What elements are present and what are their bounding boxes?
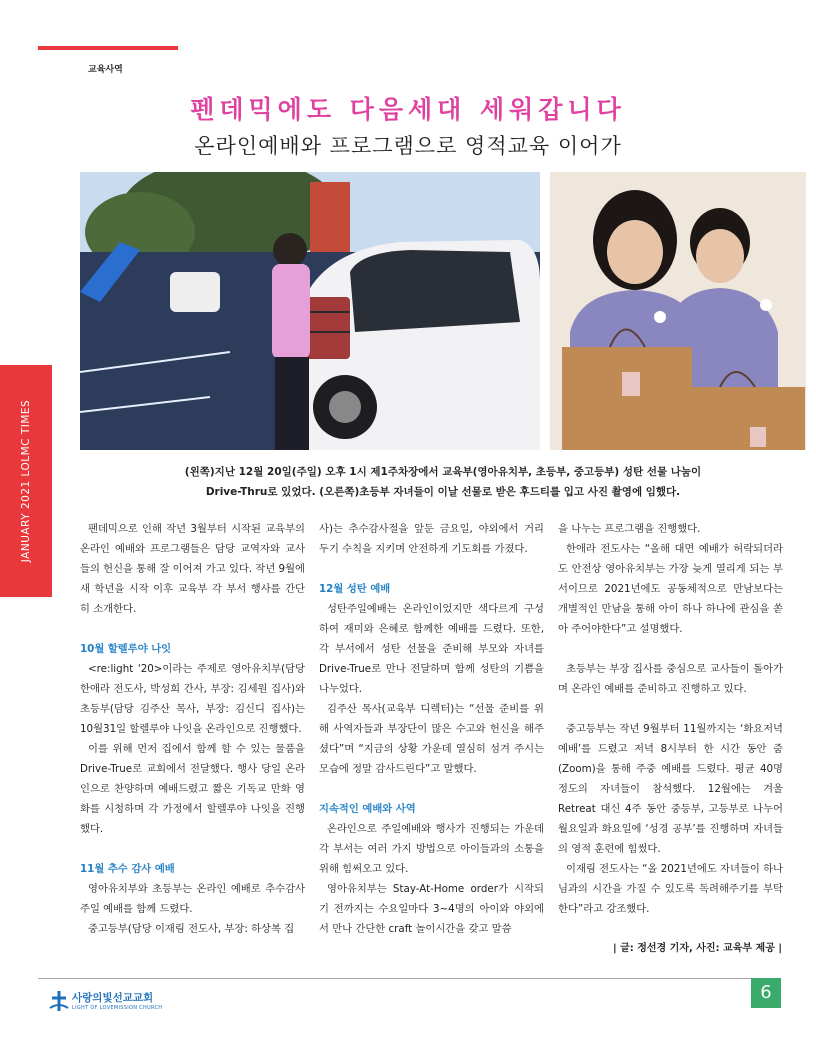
subheading-thanksgiving: 11월 추수 감사 예배 [80,863,175,875]
paragraph: 사)는 추수감사절을 앞둔 금요일, 야외에서 거리 두기 수칙을 지키며 안전하게 기도회를 가졌다. [319,523,544,555]
paragraph: 중고등부(담당 이재림 전도사, 부장: 하상복 집 [88,923,295,935]
photo-children-hoodies [550,172,806,450]
paragraph: 을 나누는 프로그램을 진행했다. [558,523,701,535]
paragraph: 성탄주일예배는 온라인이었지만 색다르게 구성하여 재미와 은혜로 함께한 예배를 드렸다. 또한, 각 부서에서 성탄 선물을 준비해 부모와 자녀를 Drive-True로 만나 전달하며 함께 성탄의 기쁨을 나누었다. [319,603,544,695]
paragraph: 영아유치부는 Stay-At-Home order가 시작되기 전까지는 수요일마다 3~4명의 아이와 야외에서 만나 간단한 craft 놀이시간을 갖고 말씀 [319,883,544,935]
headline: 펜데믹에도 다음세대 세워갑니다 [190,95,626,124]
subheading-halloween: 10월 할렐루야 나잇 [80,643,172,655]
article-column-1 [80,519,305,939]
page-number: 6 [751,978,781,1008]
caption-line-1: (왼쪽)지난 12월 20일(주일) 오후 1시 제1주차장에서 교육부(영아유치부, 초등부, 중고등부) 성탄 선물 나눔이 [184,466,702,478]
paragraph: 김주산 목사(교육부 디렉터)는 “선물 준비를 위해 사역자들과 부장단이 많은 수고와 헌신을 해주셨다”며 “지금의 상황 가운데 열심히 섬겨 주시는 모습에 정말 감사드린다”고 말했다. [319,703,544,775]
subheading-ongoing-ministry: 지속적인 예배와 사역 [319,803,416,815]
section-label: 교육사역 [88,65,123,75]
subheading-christmas: 12월 성탄 예배 [319,583,391,595]
paragraph: 이를 위해 먼저 집에서 함께 할 수 있는 물품을 Drive-True로 교회에서 전달했다. 행사 당일 온라인으로 찬양하며 예배드렸고 짧은 기독교 만화 영화를 시청하며 각 가정에서 할렐루야 나잇을 진행했다. [80,743,305,835]
article-column-2 [319,519,544,939]
article-column-3 [558,519,783,919]
subheadline: 온라인예배와 프로그램으로 영적교육 이어가 [194,134,622,158]
top-accent-bar [38,46,178,50]
side-tab [0,365,52,597]
paragraph: <re:light '20>이라는 주제로 영아유치부(담당 한애라 전도사, 박성희 간사, 부장: 김세원 집사)와 초등부(담당 김주산 목사, 부장: 김신디 집사)는 10월31일 할렐루야 나잇을 온라인으로 진행했다. [80,663,305,735]
caption-line-2: Drive-Thru로 있었다. (오른쪽)초등부 자녀들이 이날 선물로 받은 후드티를 입고 사진 촬영에 임했다. [205,486,681,498]
church-name: 사랑의빛선교교회 [72,992,154,1004]
paragraph: 한애라 전도사는 “올해 대면 예배가 허락되더라도 안전상 영아유치부는 가장 늦게 열리게 되는 부서이므로 2021년에도 공동체적으로 만남보다는 개별적인 만남을 통해 아이 하나 하나에 관심을 쏟아 주어야한다”고 설명했다. [558,543,783,635]
side-tab-text: JANUARY 2021 LOLMC TIMES [20,399,32,563]
photo-caption [80,462,806,502]
paragraph: 중고등부는 작년 9월부터 11월까지는 ‘화요저녁 예배’를 드렸고 저녁 8시부터 한 시간 동안 줌(Zoom)을 통해 주중 예배를 드렸다. 평균 40명 정도의 자녀들이 참석했다. 12월에는 겨울 Retreat 대신 4주 동안 중등부, 고등부로 나누어 월요일과 화요일에 ‘성경 공부’를 진행하며 자녀들의 영적 훈련에 힘썼다. [558,723,783,855]
church-logo-icon [48,990,70,1016]
church-name-english: LIGHT OF LOVEMISSION CHURCH [72,1005,163,1011]
paragraph: 영아유치부와 초등부는 온라인 예배로 추수감사 주일 예배를 함께 드렸다. [80,883,305,915]
footer-divider [38,978,780,979]
photo-credit: | 글: 정선경 기자, 사진: 교육부 제공 | [612,943,782,954]
paragraph: 초등부는 부장 집사를 중심으로 교사들이 돌아가며 온라인 예배를 준비하고 진행하고 있다. [558,663,783,695]
photo-drive-thru [80,172,540,450]
paragraph: 온라인으로 주일예배와 행사가 진행되는 가운데 각 부서는 여러 가지 방법으로 아이들과의 소통을 위해 힘써오고 있다. [319,823,544,875]
paragraph: 팬데믹으로 인해 작년 3월부터 시작된 교육부의 온라인 예배와 프로그램들은 담당 교역자와 교사들의 헌신을 통해 잘 이어져 가고 있다. 작년 9월에 새 학년을 시작 이후 교육부 각 부서 행사를 간단히 소개한다. [80,523,305,615]
paragraph: 이재림 전도사는 “올 2021년에도 자녀들이 하나님과의 시간을 가질 수 있도록 독려해주기를 부탁한다”라고 강조했다. [558,863,783,915]
